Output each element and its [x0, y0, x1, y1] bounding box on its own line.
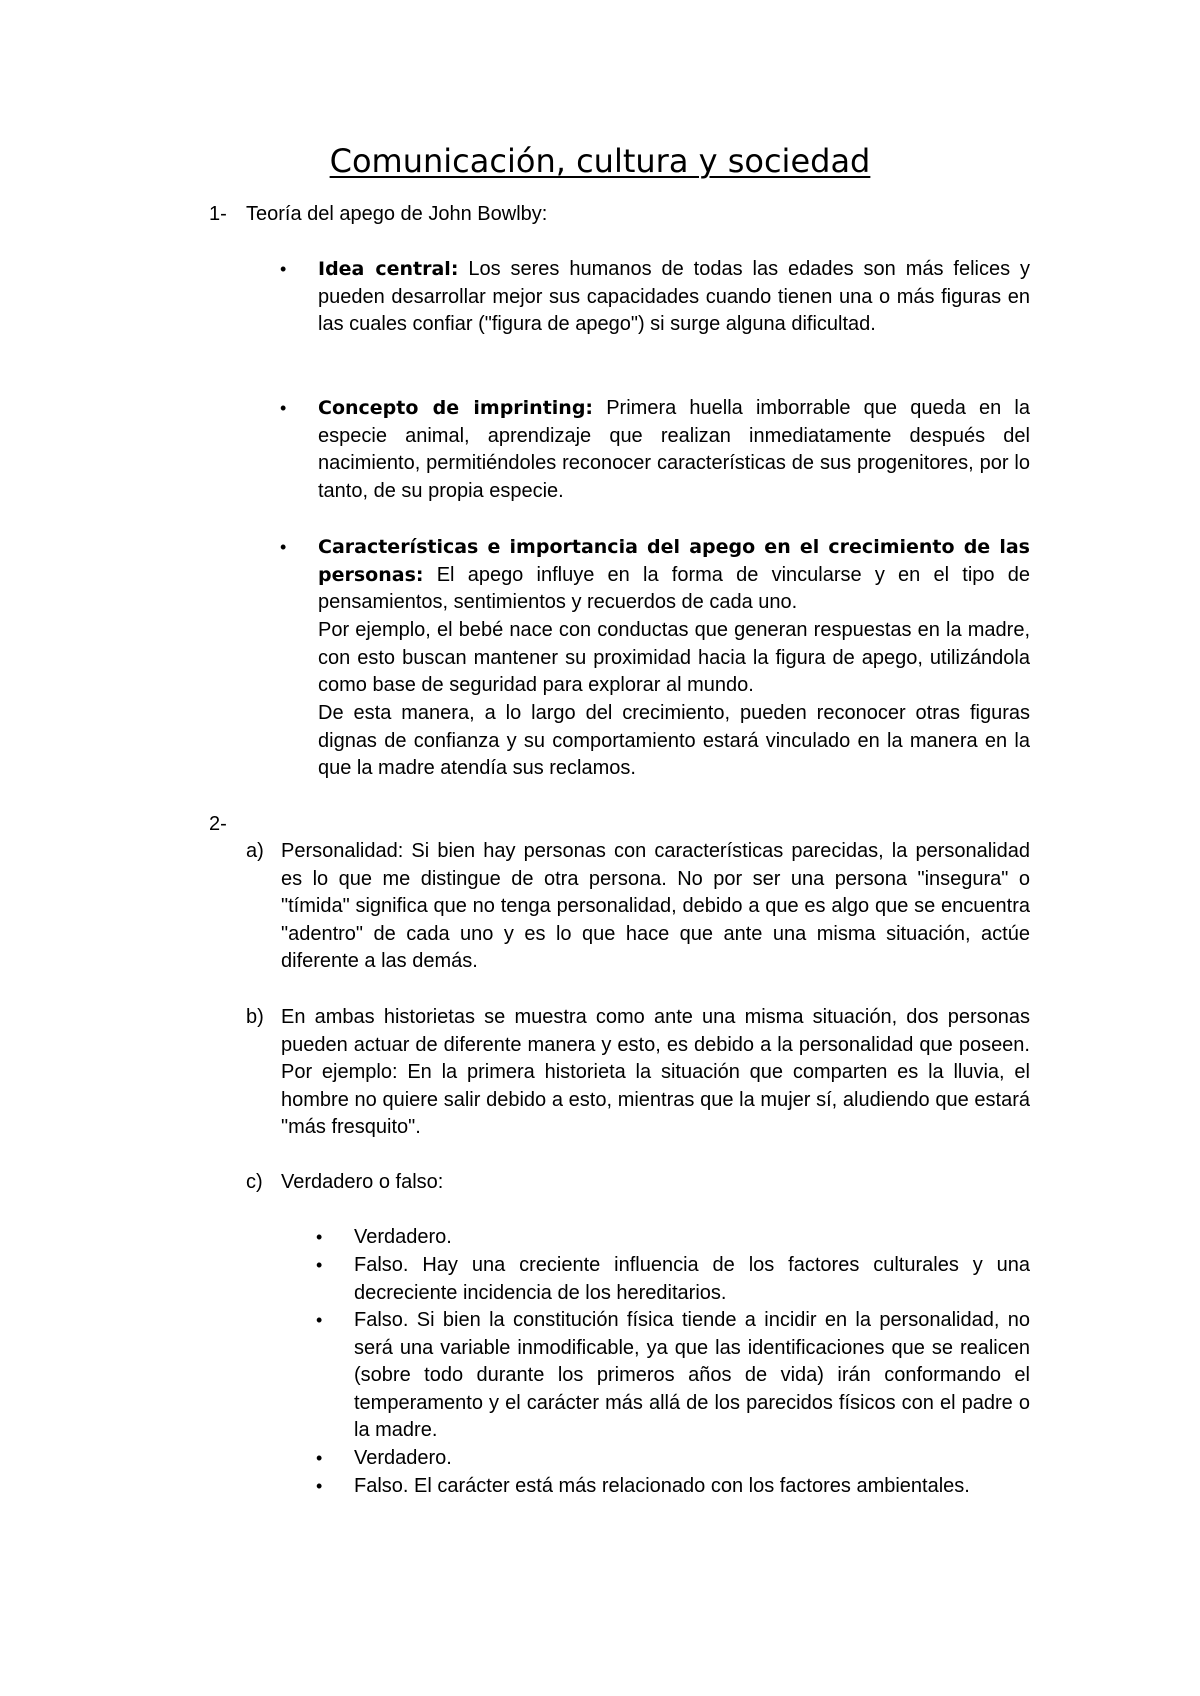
- apego-text: El apego influye en la forma de vincularse y en el tipo de pensamientos, sentimientos y recuerdos de cada uno.: [318, 563, 1030, 614]
- idea-central-item: [318, 256, 1030, 339]
- vf-item-1: Verdadero.: [354, 1226, 452, 1248]
- imprinting-term: Concepto de imprinting:: [318, 397, 594, 419]
- bullet-icon: •: [316, 1448, 323, 1468]
- imprinting-item: [318, 395, 1030, 505]
- bullet-icon: •: [316, 1310, 323, 1330]
- item-a-text: Personalidad: Si bien hay personas con características parecidas, la personalidad es lo que me distingue de otra persona. No por ser una persona "insegura" o "tímida" significa que no tenga personalidad, debido a que es algo que se encuentra "adentro" de cada uno y es lo que hace que ante una misma situación, actúe diferente a las demás.: [281, 840, 1030, 973]
- bullet-icon: •: [280, 537, 287, 557]
- item-b-text: En ambas historietas se muestra como ante una misma situación, dos personas pueden actuar de diferente manera y esto, es debido a la personalidad que poseen. Por ejemplo: En la primera historieta la situación que comparten es la lluvia, el hombre no quiere salir debido a esto, mientras que la mujer sí, aludiendo que estará "más fresquito".: [281, 1006, 1030, 1139]
- bullet-icon: •: [280, 259, 287, 279]
- idea-central-term: Idea central:: [318, 258, 459, 280]
- bullet-icon: •: [316, 1227, 323, 1247]
- idea-central-text: Los seres humanos de todas las edades son más felices y pueden desarrollar mejor sus capacidades cuando tienen una o más figuras en las cuales confiar ("figura de apego") si surge alguna dificultad.: [318, 258, 1030, 336]
- item-c-text: Verdadero o falso:: [281, 1171, 444, 1193]
- apego-term: Características e importancia del apego en el crecimiento de las personas:: [318, 536, 1030, 586]
- section-1-heading: Teoría del apego de John Bowlby:: [246, 203, 548, 225]
- document-title-text: Comunicación, cultura y sociedad: [329, 142, 871, 180]
- bullet-icon: •: [316, 1255, 323, 1275]
- vf-item-3: Falso. Si bien la constitución física tiende a incidir en la personalidad, no será una variable inmodificable, ya que las identificaciones que se realicen (sobre todo durante los primeros años de vida) irán conformando el temperamento y el carácter más allá de los parecidos físicos con el padre o la madre.: [354, 1309, 1030, 1442]
- apego-conclusion: De esta manera, a lo largo del crecimiento, pueden reconocer otras figuras dignas de confianza y su comportamiento estará vinculado en la manera en la que la madre atendía sus reclamos.: [318, 702, 1030, 780]
- bullet-icon: •: [316, 1476, 323, 1496]
- imprinting-text: Primera huella imborrable que queda en la especie animal, aprendizaje que realizan inmediatamente después del nacimiento, permitiéndoles reconocer características de sus progenitores, por lo tanto, de su propia especie.: [318, 397, 1030, 502]
- item-c-label: c): [246, 1171, 263, 1193]
- bullet-icon: •: [280, 398, 287, 418]
- vf-item-4: Verdadero.: [354, 1447, 452, 1469]
- item-a-label: a): [246, 840, 264, 862]
- item-b-label: b): [246, 1006, 264, 1028]
- vf-item-5: Falso. El carácter está más relacionado con los factores ambientales.: [354, 1475, 970, 1497]
- section-1-number: 1-: [209, 203, 227, 225]
- apego-item: [318, 534, 1030, 617]
- document-title: [0, 139, 1200, 183]
- section-2-number: 2-: [209, 813, 227, 835]
- apego-example: Por ejemplo, el bebé nace con conductas que generan respuestas en la madre, con esto buscan mantener su proximidad hacia la figura de apego, utilizándola como base de seguridad para explorar al mundo.: [318, 619, 1030, 697]
- vf-item-2: Falso. Hay una creciente influencia de los factores culturales y una decreciente incidencia de los hereditarios.: [354, 1254, 1030, 1304]
